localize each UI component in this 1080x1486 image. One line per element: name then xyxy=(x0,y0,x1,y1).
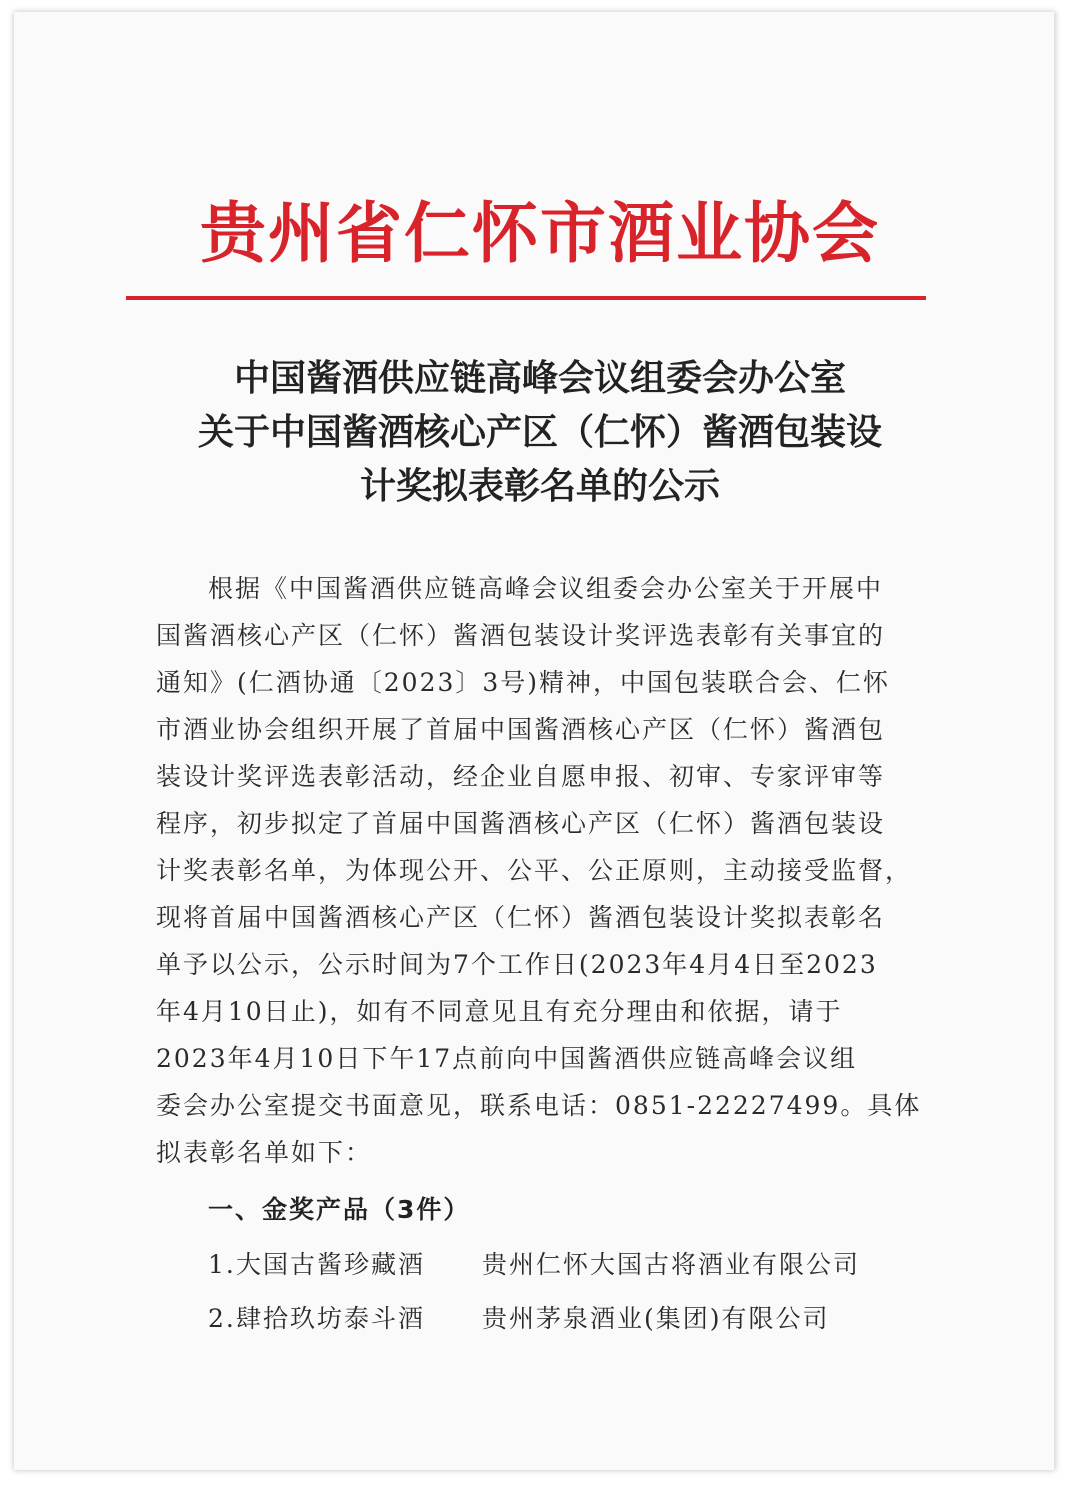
product-name: 大国古酱珍藏酒 xyxy=(236,1250,426,1279)
body-line: 现将首届中国酱酒核心产区（仁怀）酱酒包装设计奖拟表彰名 xyxy=(156,903,886,932)
award-list xyxy=(208,1238,928,1346)
company-name: 贵州茅泉酒业(集团)有限公司 xyxy=(482,1304,830,1333)
body-text xyxy=(156,565,922,1176)
company-name: 贵州仁怀大国古将酒业有限公司 xyxy=(482,1250,861,1279)
body-line: 根据《中国酱酒供应链高峰会议组委会办公室关于开展中 xyxy=(208,574,884,603)
item-number: 1. xyxy=(208,1250,236,1279)
body-line: 2023年4月10日下午17点前向中国酱酒供应链高峰会议组 xyxy=(156,1044,858,1073)
body-line: 程序，初步拟定了首届中国酱酒核心产区（仁怀）酱酒包装设 xyxy=(156,809,886,838)
title-line: 关于中国酱酒核心产区（仁怀）酱酒包装设 xyxy=(197,412,882,453)
body-line: 委会办公室提交书面意见，联系电话：0851-22227499。具体 xyxy=(156,1091,922,1120)
body-line: 通知》(仁酒协通〔2023〕3号)精神，中国包装联合会、仁怀 xyxy=(156,668,891,697)
body-line: 计奖表彰名单，为体现公开、公平、公正原则，主动接受监督， xyxy=(156,856,913,885)
letterhead-divider xyxy=(126,296,926,300)
body-line: 装设计奖评选表彰活动，经企业自愿申报、初审、专家评审等 xyxy=(156,762,886,791)
list-item xyxy=(208,1238,928,1292)
title-line: 计奖拟表彰名单的公示 xyxy=(359,466,720,507)
section-heading: 一、金奖产品（3件） xyxy=(208,1195,471,1224)
document-title xyxy=(120,352,960,514)
item-number: 2. xyxy=(208,1304,236,1333)
body-line: 年4月10日止)，如有不同意见且有充分理由和依据，请于 xyxy=(156,997,843,1026)
org-letterhead: 贵州省仁怀市酒业协会 xyxy=(200,194,880,272)
body-line: 拟表彰名单如下： xyxy=(156,1138,373,1167)
body-line: 市酒业协会组织开展了首届中国酱酒核心产区（仁怀）酱酒包 xyxy=(156,715,886,744)
list-item xyxy=(208,1292,928,1346)
title-line: 中国酱酒供应链高峰会议组委会办公室 xyxy=(233,358,846,399)
product-name: 肆拾玖坊泰斗酒 xyxy=(236,1304,426,1333)
body-line: 单予以公示，公示时间为7个工作日(2023年4月4日至2023 xyxy=(156,950,878,979)
body-line: 国酱酒核心产区（仁怀）酱酒包装设计奖评选表彰有关事宜的 xyxy=(156,621,886,650)
